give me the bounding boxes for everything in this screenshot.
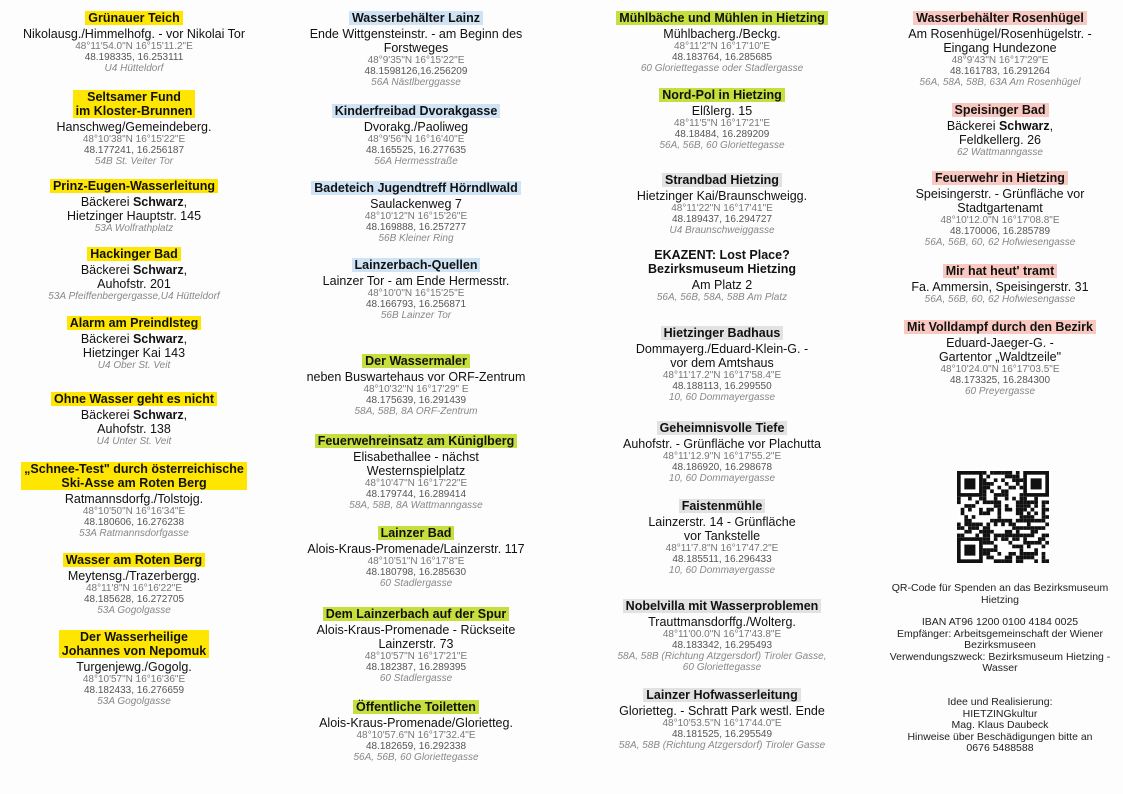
station-title	[353, 700, 479, 714]
qr-caption	[878, 583, 1122, 606]
coordinates-dms: 48°10'57"N 16°16'36"E	[82, 674, 186, 685]
address-line: Bäckerei Schwarz,	[80, 408, 188, 422]
address-line: Trauttmansdorffg./Wolterg.	[648, 615, 796, 629]
station-title	[323, 607, 510, 621]
station-entry	[6, 314, 262, 371]
address-line: Stadtgartenamt	[957, 201, 1043, 215]
address-line: Glorietteg. - Schratt Park westl. Ende	[619, 704, 825, 718]
station-title	[616, 11, 828, 25]
qr-code[interactable]	[957, 471, 1049, 563]
station-title	[932, 171, 1068, 185]
station-entry	[6, 177, 262, 234]
address-line: Gartentor „Waldtzeile"	[938, 350, 1062, 364]
transit-lines: 53A Ratmannsdorfgasse	[79, 528, 189, 539]
station-address	[286, 450, 546, 478]
station-title	[51, 392, 217, 406]
station-address	[6, 408, 262, 436]
coordinates-decimal: 48.183764, 16.285685	[671, 52, 773, 63]
station-address	[880, 187, 1120, 215]
station-title-line: Der Wasserheilige	[80, 630, 188, 644]
address-line: vor Tankstelle	[683, 529, 761, 543]
coordinates-decimal: 48.186920, 16.298678	[671, 462, 773, 473]
address-line: Ende Wittgensteinstr. - am Beginn des	[309, 27, 523, 41]
coordinates-dms: 48°10'50"N 16°16'34"E	[82, 506, 186, 517]
coordinates-dms: 48°10'32"N 16°17'29" E	[363, 384, 469, 395]
station-title	[315, 434, 518, 448]
station-address	[6, 492, 262, 506]
station-title-line: Strandbad Hietzing	[665, 173, 779, 187]
station-entry	[880, 262, 1120, 305]
coordinates-dms: 48°10'12"N 16°15'26"E	[364, 211, 468, 222]
station-title-line: Badeteich Jugendtreff Hörndlwald	[314, 181, 518, 195]
station-title	[913, 11, 1087, 25]
bank-details	[878, 617, 1122, 675]
station-title-line: Ski-Asse am Roten Berg	[61, 476, 207, 490]
station-title-line: Alarm am Preindlsteg	[69, 316, 199, 330]
transit-lines: 56A, 56B, 60 Gloriettegasse	[659, 140, 785, 151]
station-title	[21, 462, 247, 490]
station-title	[645, 248, 799, 276]
station-entry	[592, 419, 852, 484]
station-title-line: Bezirksmuseum Hietzing	[648, 262, 796, 276]
station-title	[659, 88, 784, 102]
address-line: Speisingerstr. - Grünfläche vor	[915, 187, 1085, 201]
station-address	[6, 569, 262, 583]
coordinates-decimal: 48.189437, 16.294727	[671, 214, 773, 225]
station-address	[880, 336, 1120, 364]
coordinates-decimal: 48.182433, 16.276659	[83, 685, 185, 696]
transit-lines: 56A, 56B, 60, 62 Hofwiesengasse	[924, 294, 1076, 305]
station-entry	[6, 9, 262, 74]
address-line: Bäckerei Schwarz,	[80, 332, 188, 346]
address-line: Dvorakg./Paoliweg	[363, 120, 469, 134]
coordinates-dms: 48°11'2"N 16°17'10"E	[673, 41, 771, 52]
coordinates-decimal: 48.185628, 16.272705	[83, 594, 185, 605]
address-line: Bäckerei Schwarz,	[80, 263, 188, 277]
station-address	[286, 623, 546, 651]
address-line: Auhofstr. 138	[97, 422, 171, 436]
address-line: Alois-Kraus-Promenade - Rückseite	[316, 623, 516, 637]
station-entry	[286, 256, 546, 321]
station-title	[73, 90, 196, 118]
coordinates-dms: 48°11'8"N 16°16'22"E	[85, 583, 183, 594]
station-address	[880, 27, 1120, 55]
coordinates-dms: 48°11'00.0"N 16°17'43.8"E	[662, 629, 782, 640]
station-entry	[286, 698, 546, 763]
recipient-line: Bezirksmuseen	[964, 639, 1036, 651]
station-entry	[592, 324, 852, 403]
station-title-line: im Kloster-Brunnen	[75, 104, 193, 118]
station-title	[352, 258, 481, 272]
station-title	[332, 104, 501, 118]
station-title	[662, 173, 782, 187]
address-line: Fa. Ammersin, Speisingerstr. 31	[911, 280, 1089, 294]
address-line: Westernspielplatz	[366, 464, 466, 478]
coordinates-dms: 48°11'54.0"N 16°15'11.2"E	[75, 41, 193, 52]
coordinates-dms: 48°9'43"N 16°17'29"E	[951, 55, 1049, 66]
coordinates-decimal: 48.161783, 16.291264	[949, 66, 1051, 77]
address-line: Nikolausg./Himmelhofg. - vor Nikolai Tor	[22, 27, 246, 41]
transit-lines: 56A Nästlberggasse	[371, 77, 461, 88]
coordinates-dms: 48°10'12.0"N 16°17'08.8"E	[940, 215, 1060, 226]
station-address	[6, 27, 262, 41]
coordinates-dms: 48°11'5"N 16°17'21"E	[673, 118, 771, 129]
transit-lines: 56A, 56B, 60, 62 Hofwiesengasse	[924, 237, 1076, 248]
address-line: Hietzinger Hauptstr. 145	[66, 209, 202, 223]
station-title-line: Johannes von Nepomuk	[61, 644, 207, 658]
address-line: Elßlerg. 15	[691, 104, 753, 118]
address-line: Lainzerstr. 14 - Grünfläche	[648, 515, 796, 529]
station-entry	[592, 171, 852, 236]
coordinates-dms: 48°10'38"N 16°15'22"E	[82, 134, 186, 145]
credits-line: Mag. Klaus Daubeck	[951, 719, 1049, 731]
station-entry	[286, 352, 546, 417]
station-title	[952, 103, 1049, 117]
station-entry	[6, 551, 262, 616]
station-address	[592, 104, 852, 118]
coordinates-decimal: 48.165525, 16.277635	[365, 145, 467, 156]
credits	[878, 697, 1122, 755]
station-entry	[880, 101, 1120, 158]
station-title-line: Lainzer Hofwasserleitung	[646, 688, 798, 702]
coordinates-dms: 48°10'24.0"N 16°17'03.5"E	[940, 364, 1060, 375]
address-line: Turgenjewg./Gogolg.	[76, 660, 192, 674]
transit-lines: U4 Ober St. Veit	[97, 360, 171, 371]
transit-lines: 53A Gogolgasse	[97, 696, 171, 707]
station-title-line: Wasser am Roten Berg	[65, 553, 203, 567]
station-title-line: Nord-Pol in Hietzing	[662, 88, 782, 102]
coordinates-decimal: 48.1598126,16.256209	[364, 66, 468, 77]
qr-caption-line: Hietzing	[981, 593, 1019, 606]
station-title	[311, 181, 521, 195]
purpose-line: Wasser	[982, 662, 1018, 674]
iban-line: IBAN AT96 1200 0100 4184 0025	[921, 616, 1079, 628]
station-entry	[6, 462, 262, 539]
address-line: Saulackenweg 7	[370, 197, 462, 211]
address-line: neben Buswartehaus vor ORF-Zentrum	[306, 370, 526, 384]
address-line: Meytensg./Trazerbergg.	[67, 569, 201, 583]
station-address	[286, 274, 546, 288]
station-title	[349, 11, 483, 25]
station-entry	[6, 390, 262, 447]
station-entry	[6, 630, 262, 707]
coordinates-decimal: 48.173325, 16.284300	[949, 375, 1051, 386]
credits-line: Hinweise über Beschädigungen bitte an	[907, 730, 1093, 743]
station-address	[286, 542, 546, 556]
address-line: Hietzinger Kai/Braunschweigg.	[636, 189, 808, 203]
station-title	[85, 11, 182, 25]
station-title-line: Geheimnisvolle Tiefe	[659, 421, 785, 435]
coordinates-decimal: 48.170006, 16.285789	[949, 226, 1051, 237]
phone-number: 0676 5488588	[966, 742, 1034, 754]
station-address	[6, 263, 262, 291]
purpose-line: Verwendungszweck: Bezirksmuseum Hietzing -	[889, 650, 1111, 663]
coordinates-dms: 48°10'53.5"N 16°17'44.0"E	[662, 718, 782, 729]
station-title-line: Ohne Wasser geht es nicht	[54, 392, 214, 406]
station-title-line: Feuerwehreinsatz am Küniglberg	[317, 434, 515, 448]
station-title-line: Feuerwehr in Hietzing	[935, 171, 1065, 185]
station-title-line: Der Wassermaler	[365, 354, 467, 368]
transit-lines: 58A, 58B, 8A Wattmanngasse	[349, 500, 483, 511]
station-title-line: Öffentliche Toiletten	[356, 700, 476, 714]
station-address	[6, 120, 262, 134]
station-address	[592, 189, 852, 203]
station-title-line: EKAZENT: Lost Place?	[654, 248, 790, 262]
transit-lines: 56A, 58A, 58B, 63A Am Rosenhügel	[919, 77, 1081, 88]
transit-lines: 62 Wattmanngasse	[957, 147, 1043, 158]
station-title-line: Kinderfreibad Dvorakgasse	[334, 104, 498, 118]
transit-lines: 60 Preyergasse	[964, 386, 1036, 397]
station-title-line: Mir hat heut' tramt	[945, 264, 1055, 278]
station-title-line: Mühlbäche und Mühlen in Hietzing	[619, 11, 825, 25]
transit-lines: U4 Unter St. Veit	[96, 436, 172, 447]
coordinates-decimal: 48.180606, 16.276238	[83, 517, 185, 528]
station-title-line: Lainzer Bad	[380, 526, 452, 540]
address-line: Forstweges	[383, 41, 449, 55]
station-entry	[880, 169, 1120, 248]
transit-lines: 58A, 58B (Richtung Atzgersdorf) Tiroler Gasse	[618, 740, 826, 751]
transit-lines: 10, 60 Dommayergasse	[668, 565, 776, 576]
recipient-line: Empfänger: Arbeitsgemeinschaft der Wiener	[896, 627, 1104, 640]
address-line: Bäckerei Schwarz,	[80, 195, 188, 209]
transit-lines: 10, 60 Dommayergasse	[668, 392, 776, 403]
coordinates-decimal: 48.185511, 16.296433	[672, 554, 772, 565]
station-entry	[592, 597, 852, 673]
address-line: Auhofstr. 201	[97, 277, 171, 291]
address-line: Eingang Hundezone	[943, 41, 1057, 55]
coordinates-dms: 48°10'57"N 16°17'21"E	[364, 651, 468, 662]
coordinates-dms: 48°10'57.6"N 16°17'32.4"E	[356, 730, 476, 741]
station-title-line: Hackinger Bad	[90, 247, 178, 261]
coordinates-decimal: 48.169888, 16.257277	[365, 222, 467, 233]
coordinates-decimal: 48.177241, 16.256187	[83, 145, 185, 156]
coordinates-decimal: 48.188113, 16.299550	[672, 381, 772, 392]
station-address	[6, 195, 262, 223]
coordinates-dms: 48°11'12.9"N 16°17'55.2"E	[662, 451, 782, 462]
station-address	[6, 660, 262, 674]
station-address	[592, 278, 852, 292]
credits-line: HIETZINGkultur	[962, 707, 1038, 720]
coordinates-decimal: 48.179744, 16.289414	[365, 489, 467, 500]
station-address	[592, 704, 852, 718]
transit-lines: 53A Pfeiffenbergergasse,U4 Hütteldorf	[48, 291, 220, 302]
station-address	[286, 197, 546, 211]
address-line: Am Rosenhügel/Rosenhügelstr. -	[908, 27, 1092, 41]
station-title	[661, 326, 784, 340]
address-line: Hietzinger Kai 143	[82, 346, 186, 360]
coordinates-decimal: 48.166793, 16.256871	[365, 299, 467, 310]
coordinates-decimal: 48.175639, 16.291439	[365, 395, 467, 406]
station-entry	[592, 86, 852, 151]
address-line: Lainzerstr. 73	[378, 637, 454, 651]
credits-line: Idee und Realisierung:	[947, 696, 1053, 708]
coordinates-dms: 48°11'17.2"N 16°17'58.4"E	[662, 370, 782, 381]
transit-lines: U4 Braunschweiggasse	[669, 225, 775, 236]
station-entry	[880, 318, 1120, 397]
transit-lines: 56A, 56B, 60 Gloriettegasse	[353, 752, 479, 763]
station-entry	[592, 248, 852, 303]
address-line: vor dem Amtshaus	[670, 356, 774, 370]
station-address	[286, 716, 546, 730]
transit-lines: 56B Kleiner Ring	[378, 233, 454, 244]
coordinates-decimal: 48.183342, 16.295493	[671, 640, 773, 651]
address-line: Am Platz 2	[691, 278, 753, 292]
coordinates-decimal: 48.182659, 16.292338	[365, 741, 467, 752]
transit-lines: U4 Hütteldorf	[104, 63, 164, 74]
station-address	[286, 120, 546, 134]
address-line: Lainzer Tor - am Ende Hermesstr.	[322, 274, 510, 288]
transit-lines: 56A, 56B, 58A, 58B Am Platz	[656, 292, 788, 303]
transit-lines: 56A Hermesstraße	[374, 156, 458, 167]
station-title-line: Prinz-Eugen-Wasserleitung	[52, 179, 216, 193]
station-entry	[592, 497, 852, 576]
coordinates-dms: 48°10'47"N 16°17'22"E	[364, 478, 468, 489]
station-title-line: Speisinger Bad	[954, 103, 1046, 117]
station-address	[592, 615, 852, 629]
station-title-line: Hietzinger Badhaus	[663, 326, 781, 340]
station-address	[592, 437, 852, 451]
address-line: Elisabethallee - nächst	[353, 450, 479, 464]
transit-lines: 53A Gogolgasse	[97, 605, 171, 616]
transit-lines: 58A, 58B (Richtung Atzgersdorf) Tiroler Gasse, 60 Gloriettegasse	[617, 651, 827, 673]
station-title	[657, 421, 788, 435]
station-title-line: Mit Volldampf durch den Bezirk	[907, 320, 1093, 334]
station-title	[623, 599, 822, 613]
station-title-line: Lainzerbach-Quellen	[354, 258, 478, 272]
station-title-line: Wasserbehälter Rosenhügel	[916, 11, 1084, 25]
address-line: Bäckerei Schwarz,	[946, 119, 1054, 133]
transit-lines: 60 Gloriettegasse oder Stadlergasse	[640, 63, 804, 74]
station-address	[592, 515, 852, 543]
station-address	[592, 342, 852, 370]
station-title	[679, 499, 766, 513]
station-entry	[286, 102, 546, 167]
coordinates-dms: 48°9'56"N 16°16'40"E	[367, 134, 465, 145]
station-title	[378, 526, 455, 540]
transit-lines: 54B St. Veiter Tor	[94, 156, 174, 167]
station-title	[87, 247, 181, 261]
transit-lines: 60 Stadlergasse	[379, 578, 453, 589]
station-entry	[286, 9, 546, 88]
address-line: Dommayerg./Eduard-Klein-G. -	[635, 342, 809, 356]
station-title-line: Seltsamer Fund	[87, 90, 181, 104]
address-line: Hanschweg/Gemeindeberg.	[56, 120, 212, 134]
coordinates-decimal: 48.181525, 16.295549	[671, 729, 773, 740]
station-entry	[286, 179, 546, 244]
coordinates-dms: 48°11'22"N 16°17'41"E	[671, 203, 773, 214]
station-entry	[880, 9, 1120, 88]
qr-caption-line: QR-Code für Spenden an das Bezirksmuseum	[891, 582, 1109, 594]
station-title	[904, 320, 1096, 334]
transit-lines: 58A, 58B, 8A ORF-Zentrum	[354, 406, 478, 417]
transit-lines: 10, 60 Dommayergasse	[668, 473, 776, 484]
station-entry	[6, 90, 262, 167]
station-entry	[592, 9, 852, 74]
coordinates-decimal: 48.180798, 16.285630	[365, 567, 467, 578]
transit-lines: 60 Stadlergasse	[379, 673, 453, 684]
station-address	[6, 332, 262, 360]
station-entry	[6, 245, 262, 302]
station-title-line: Grünauer Teich	[88, 11, 180, 25]
station-entry	[286, 432, 546, 511]
address-line: Eduard-Jaeger-G. -	[946, 336, 1054, 350]
station-address	[880, 119, 1120, 147]
station-title	[643, 688, 800, 702]
station-address	[880, 280, 1120, 294]
address-line: Feldkellerg. 26	[959, 133, 1041, 147]
station-title-line: Faistenmühle	[681, 499, 763, 513]
station-title-line: Nobelvilla mit Wasserproblemen	[625, 599, 819, 613]
coordinates-decimal: 48.18484, 16.289209	[674, 129, 770, 140]
station-title-line: „Schnee-Test" durch österreichische	[24, 462, 244, 476]
station-title-line: Wasserbehälter Lainz	[351, 11, 481, 25]
station-title	[943, 264, 1058, 278]
station-address	[592, 27, 852, 41]
address-line: Auhofstr. - Grünfläche vor Plachutta	[622, 437, 822, 451]
station-title	[67, 316, 202, 330]
coordinates-dms: 48°11'7.8"N 16°17'47.2"E	[665, 543, 779, 554]
transit-lines: 53A Wolfrathplatz	[94, 223, 174, 234]
coordinates-dms: 48°9'35"N 16°15'22"E	[367, 55, 465, 66]
station-entry	[286, 605, 546, 684]
address-line: Alois-Kraus-Promenade/Lainzerstr. 117	[307, 542, 525, 556]
station-address	[286, 27, 546, 55]
address-line: Ratmannsdorfg./Tolstojg.	[64, 492, 204, 506]
coordinates-decimal: 48.198335, 16.253111	[84, 52, 184, 63]
coordinates-dms: 48°10'51"N 16°17'8"E	[367, 556, 465, 567]
coordinates-dms: 48°10'0"N 16°15'25"E	[367, 288, 465, 299]
station-title-line: Dem Lainzerbach auf der Spur	[325, 607, 507, 621]
address-line: Mühlbacherg./Beckg.	[663, 27, 781, 41]
station-entry	[592, 686, 852, 751]
coordinates-decimal: 48.182387, 16.289395	[365, 662, 467, 673]
station-title	[50, 179, 218, 193]
station-title	[59, 630, 209, 658]
address-line: Alois-Kraus-Promenade/Glorietteg.	[319, 716, 513, 730]
station-address	[286, 370, 546, 384]
station-title	[362, 354, 470, 368]
transit-lines: 56B Lainzer Tor	[380, 310, 452, 321]
station-entry	[286, 524, 546, 589]
station-title	[63, 553, 205, 567]
